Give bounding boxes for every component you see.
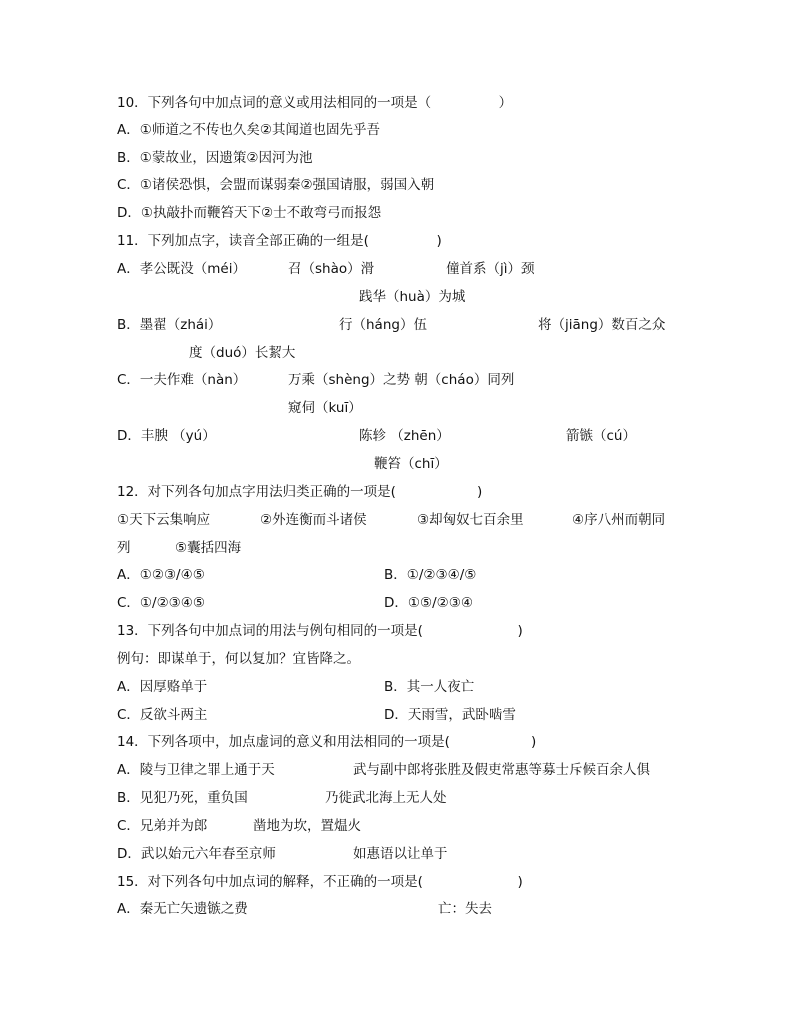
q12-option-d: D．①⑤/②③④	[384, 595, 473, 611]
q11-option-d-3: 箭镞（cú）	[566, 428, 636, 444]
q11-option-a-4: 践华（huà）为城	[359, 289, 466, 305]
q11-option-c-2: 万乘（shèng）之势 朝（cháo）同列	[288, 372, 515, 388]
q11-option-b-4: 度（duó）长絜大	[189, 345, 296, 361]
q12-option-a: A．①②③/④⑤	[117, 567, 205, 583]
q13-option-c: C．反欲斗两主	[117, 707, 208, 723]
q13-option-d: D．天雨雪，武卧啮雪	[384, 707, 516, 723]
q10-option-d: D．①执敲扑而鞭笞天下②士不敢弯弓而报怨	[117, 205, 382, 221]
q12-item-5: ⑤囊括四海	[175, 540, 242, 556]
q11-option-b-1: B．墨翟（zhái）	[117, 317, 222, 333]
q12-item-1: ①天下云集响应	[117, 512, 211, 528]
q11-option-a-1: A．孝公既没（méi）	[117, 261, 246, 277]
q12-option-b: B．①/②③④/⑤	[384, 567, 477, 583]
q11-option-b-3: 将（jiāng）数百之众	[538, 317, 666, 333]
q11-option-c-1: C．一夫作难（nàn）	[117, 372, 247, 388]
q14-option-a-1: A．陵与卫律之罪上通于天	[117, 762, 275, 778]
q12-item-3: ③却匈奴七百余里	[417, 512, 524, 528]
q10-option-a: A．①师道之不传也久矣②其闻道也固先乎吾	[117, 122, 380, 138]
q15-option-a-2: 亡：失去	[438, 901, 492, 917]
q14-stem: 14．下列各项中，加点虚词的意义和用法相同的一项是( )	[117, 734, 537, 750]
q13-option-a: A．因厚赂单于	[117, 679, 208, 695]
q14-option-b-2: 乃徙武北海上无人处	[325, 790, 447, 806]
q12-stem: 12．对下列各句加点字用法归类正确的一项是( )	[117, 484, 483, 500]
q15-option-a-1: A．秦无亡矢遗镞之费	[117, 901, 248, 917]
q14-option-d-2: 如惠语以让单于	[353, 846, 448, 862]
q11-option-a-3: 僮首系（jì）颈	[446, 261, 535, 277]
q14-option-c-2: 凿地为坎，置煴火	[253, 818, 361, 834]
q11-option-d-4: 鞭笞（chī）	[374, 456, 448, 472]
q11-stem: 11．下列加点字，读音全部正确的一组是( )	[117, 233, 442, 249]
q14-option-a-2: 武与副中郎将张胜及假吏常惠等募士斥候百余人俱	[353, 762, 650, 778]
q12-item-4-cont: 列	[117, 540, 131, 556]
q15-stem: 15．对下列各句中加点词的解释，不正确的一项是( )	[117, 874, 523, 890]
q14-option-c-1: C．兄弟并为郎	[117, 818, 208, 834]
q13-example: 例句：即谋单于，何以复加？宜皆降之。	[117, 651, 360, 667]
q11-option-d-2: 陈轸 （zhēn）	[359, 428, 450, 444]
q12-option-c: C．①/②③④⑤	[117, 595, 205, 611]
q13-stem: 13．下列各句中加点词的用法与例句相同的一项是( )	[117, 623, 523, 639]
q12-item-4: ④序八州而朝同	[572, 512, 666, 528]
q11-option-c-3: 窥伺（kuī）	[288, 400, 362, 416]
q10-stem: 10．下列各句中加点词的意义或用法相同的一项是（ ）	[117, 95, 513, 111]
q14-option-b-1: B．见犯乃死，重负国	[117, 790, 248, 806]
q11-option-d-1: D．丰腴 （yú）	[117, 428, 216, 444]
q11-option-b-2: 行（háng）伍	[339, 317, 427, 333]
q11-option-a-2: 召（shào）滑	[288, 261, 375, 277]
q12-item-2: ②外连衡而斗诸侯	[260, 512, 367, 528]
q14-option-d-1: D．武以始元六年春至京师	[117, 846, 276, 862]
q13-option-b: B．其一人夜亡	[384, 679, 475, 695]
q10-option-c: C．①诸侯恐惧，会盟而谋弱秦②强国请服，弱国入朝	[117, 177, 435, 193]
q10-option-b: B．①蒙故业，因遗策②因河为池	[117, 150, 313, 166]
